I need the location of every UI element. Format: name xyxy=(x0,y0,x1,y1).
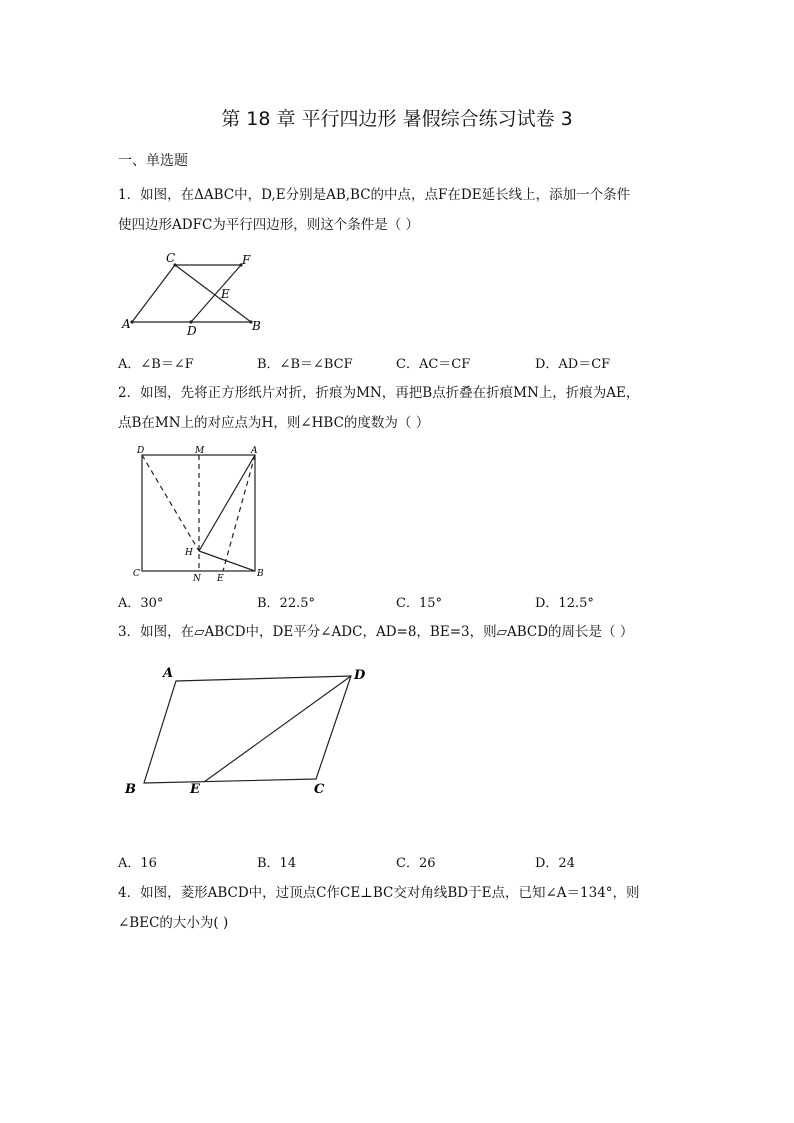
label-D: D xyxy=(187,324,197,338)
question-1 xyxy=(118,180,678,240)
question-4 xyxy=(118,878,678,938)
label-C: C xyxy=(133,569,140,579)
question-text: 如图，在▱ABCD中，DE平分∠ADC，AD=8，BE=3，则▱ABCD的周长是（ ） xyxy=(140,624,634,640)
question-text: 如图，先将正方形纸片对折，折痕为MN，再把B点折叠在折痕MN上，折痕为AE， xyxy=(140,385,640,401)
question-number: 4． xyxy=(118,885,141,901)
label-B: B xyxy=(252,319,261,333)
label-H: H xyxy=(185,548,193,558)
option-d[interactable]: D．12.5° xyxy=(535,596,594,611)
question-3 xyxy=(118,617,678,647)
question-number: 1． xyxy=(118,187,141,203)
page-title: 第 18 章 平行四边形 暑假综合练习试卷 3 xyxy=(221,108,573,130)
question-text-line2: 点B在MN上的对应点为H，则∠HBC的度数为（ ） xyxy=(118,415,430,431)
question-2 xyxy=(118,378,678,438)
label-D: D xyxy=(137,446,145,456)
figure-q1 xyxy=(118,250,268,340)
option-a[interactable]: A．30° xyxy=(118,596,164,611)
question-text-line2: ∠BEC的大小为( ) xyxy=(118,915,229,931)
option-a[interactable]: A．∠B＝∠F xyxy=(118,357,194,372)
label-A: A xyxy=(163,666,174,681)
label-C: C xyxy=(166,251,176,265)
option-c[interactable]: C．26 xyxy=(396,856,436,871)
option-a[interactable]: A．16 xyxy=(118,856,157,871)
option-d[interactable]: D．AD＝CF xyxy=(535,357,611,372)
option-d[interactable]: D．24 xyxy=(535,856,575,871)
label-M: M xyxy=(195,446,205,456)
label-B: B xyxy=(257,569,264,579)
label-F: F xyxy=(242,253,251,267)
question-text: 如图，在ΔABC中，D,E分别是AB,BC的中点，点F在DE延长线上，添加一个条件 xyxy=(140,187,631,203)
option-b[interactable]: B．14 xyxy=(257,856,297,871)
question-text-line2: 使四边形ADFC为平行四边形，则这个条件是（ ） xyxy=(118,217,420,233)
label-A: A xyxy=(122,317,131,331)
label-A: A xyxy=(251,446,258,456)
option-c[interactable]: C．15° xyxy=(396,596,442,611)
question-text: 如图，菱形ABCD中，过顶点C作CE⊥BC交对角线BD于E点，已知∠A＝134°，则 xyxy=(140,885,640,901)
label-E: E xyxy=(221,287,230,301)
section-heading: 一、单选题 xyxy=(118,153,188,169)
label-C: C xyxy=(314,782,325,797)
option-b[interactable]: B．∠B＝∠BCF xyxy=(257,357,353,372)
label-E: E xyxy=(217,574,224,584)
label-B: B xyxy=(125,782,136,797)
question-number: 3． xyxy=(118,624,141,640)
question-number: 2． xyxy=(118,385,141,401)
figure-q2 xyxy=(130,443,270,588)
label-E: E xyxy=(190,782,200,797)
option-b[interactable]: B．22.5° xyxy=(257,596,315,611)
figure-q3 xyxy=(118,660,378,805)
label-N: N xyxy=(193,574,201,584)
label-D: D xyxy=(354,668,366,683)
option-c[interactable]: C．AC＝CF xyxy=(396,357,471,372)
